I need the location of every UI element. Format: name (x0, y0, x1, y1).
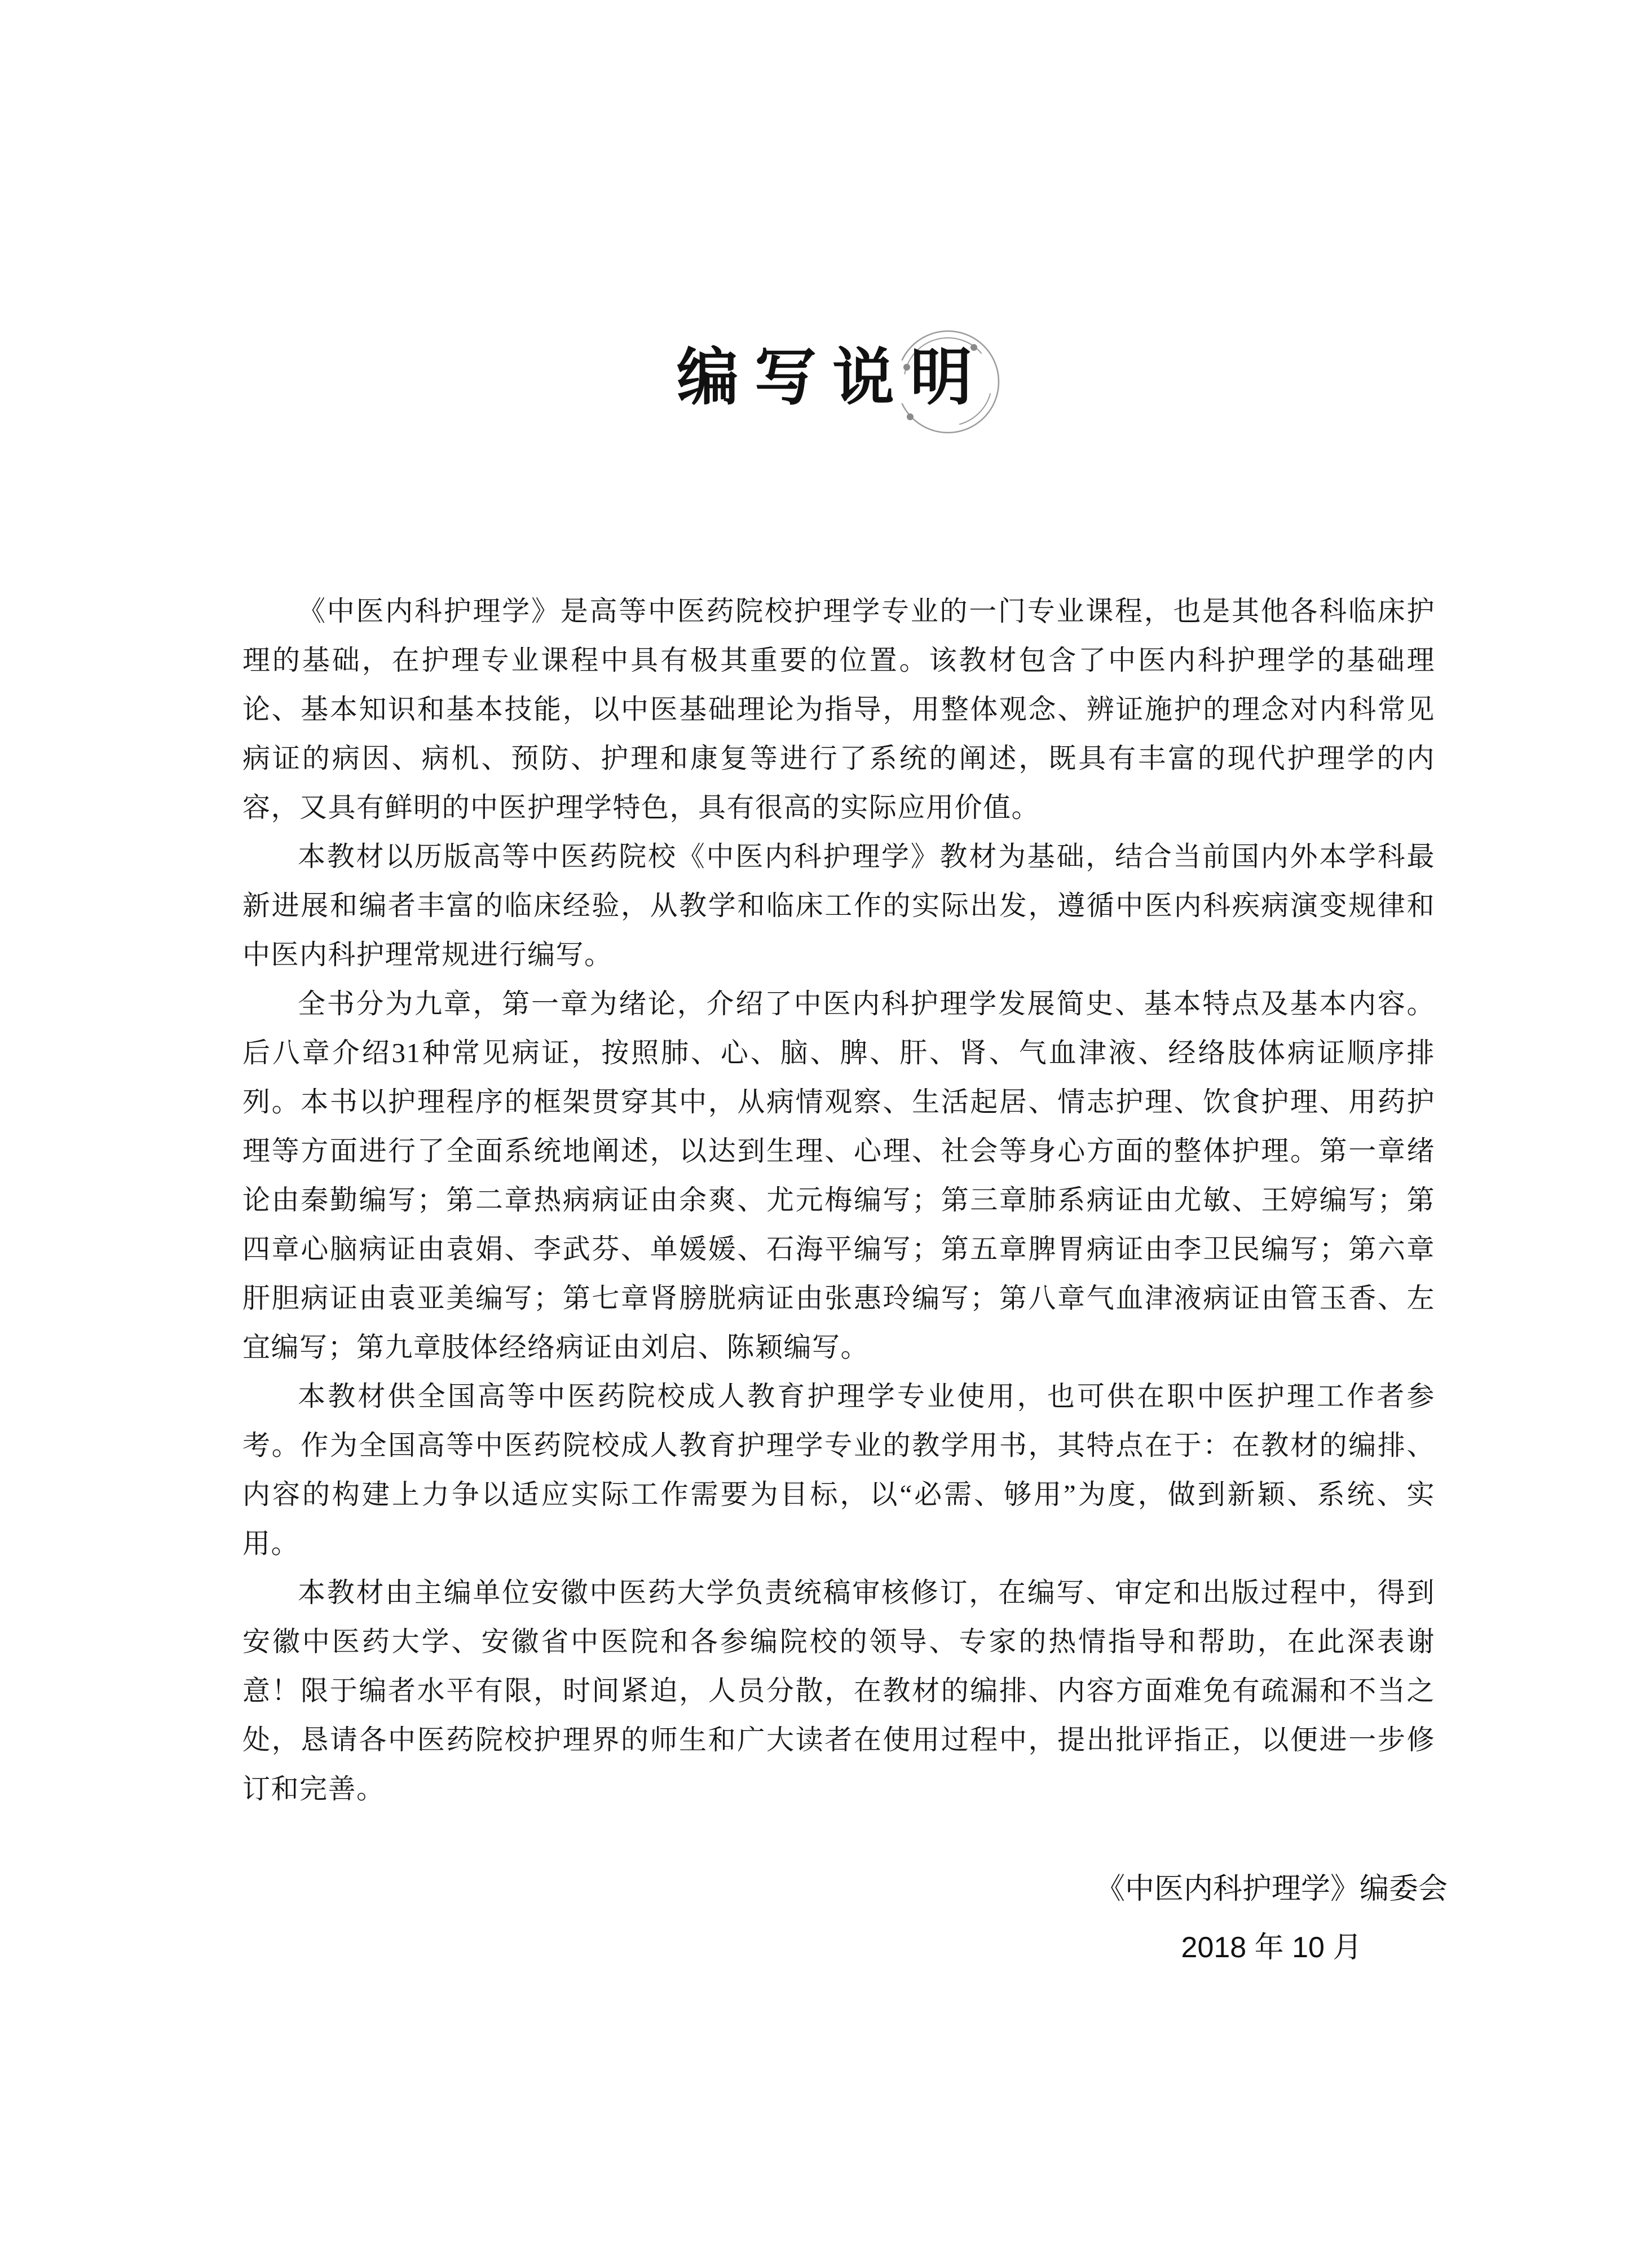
signature-block (1096, 1871, 1448, 1965)
signature-committee: 《中医内科护理学》编委会 (1095, 1873, 1448, 1905)
body-text (242, 587, 1435, 1813)
paragraph-structure: 全书分为九章，第一章为绪论，介绍了中医内科护理学发展简史、基本特点及基本内容。后八章介绍31种常见病证，按照肺、心、脑、脾、肝、肾、气血津液、经络肢体病证顺序排列。本书以护理程序的框架贯穿其中，从病情观察、生活起居、情志护理、饮食护理、用药护理等方面进行了全面系统地阐述，以达到生理、心理、社会等身心方面的整体护理。第一章绪论由秦勤编写；第二章热病病证由余爽、尤元梅编写；第三章肺系病证由尤敏、王婷编写；第四章心脑病证由袁娟、李武芬、单媛媛、石海平编写；第五章脾胃病证由李卫民编写；第六章肝胆病证由袁亚美编写；第七章肾膀胱病证由张惠玲编写；第八章气血津液病证由管玉香、左宜编写；第九章肢体经络病证由刘启、陈颖编写。 (242, 988, 1435, 1363)
orbit-dot-bottom-left (907, 413, 914, 420)
signature-date: 2018 年 10 月 (1181, 1931, 1362, 1964)
paragraph-basis: 本教材以历版高等中医药院校《中医内科护理学》教材为基础，结合当前国内外本学科最新进展和编者丰富的临床经验，从教学和临床工作的实际出发，遵循中医内科疾病演变规律和中医内科护理常规进行编写。 (242, 841, 1435, 970)
page-title: 编写说明 (677, 343, 988, 412)
paragraph-acknowledge: 本教材由主编单位安徽中医药大学负责统稿审核修订，在编写、审定和出版过程中，得到安徽中医药大学、安徽省中医院和各参编院校的领导、专家的热情指导和帮助，在此深表谢意！限于编者水平有限，时间紧迫，人员分散，在教材的编排、内容方面难免有疏漏和不当之处，恳请各中医药院校护理界的师生和广大读者在使用过程中，提出批评指正，以便进一步修订和完善。 (242, 1577, 1435, 1804)
paragraph-intro: 《中医内科护理学》是高等中医药院校护理学专业的一门专业课程，也是其他各科临床护理的基础，在护理专业课程中具有极其重要的位置。该教材包含了中医内科护理学的基础理论、基本知识和基本技能，以中医基础理论为指导，用整体观念、辨证施护的理念对内科常见病证的病因、病机、预防、护理和康复等进行了系统的阐述，既具有丰富的现代护理学的内容，又具有鲜明的中医护理学特色，具有很高的实际应用价值。 (242, 596, 1435, 823)
paragraph-audience: 本教材供全国高等中医药院校成人教育护理学专业使用，也可供在职中医护理工作者参考。作为全国高等中医药院校成人教育护理学专业的教学用书，其特点在于：在教材的编排、内容的构建上力争以适应实际工作需要为目标，以“必需、够用”为度，做到新颖、系统、实用。 (242, 1381, 1435, 1559)
